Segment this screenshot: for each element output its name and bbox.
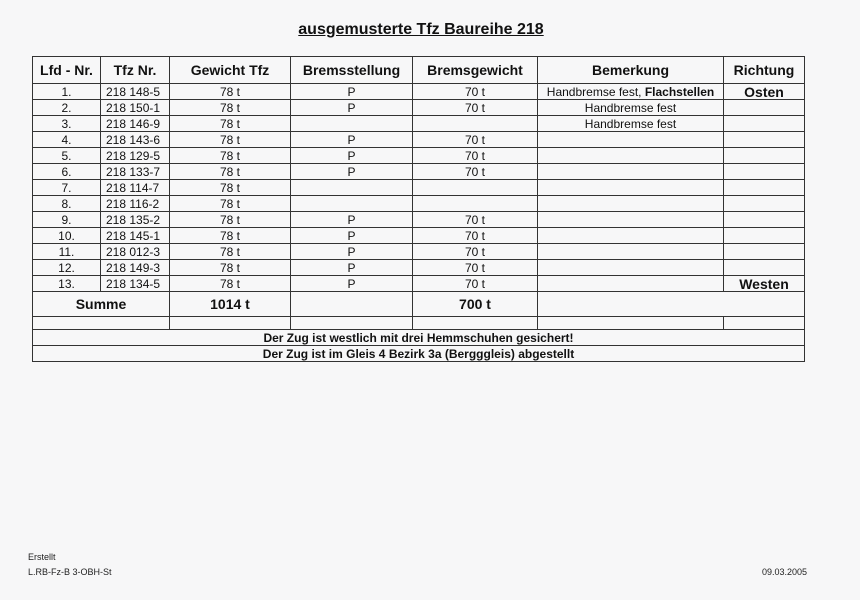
cell-lfd-nr: 8. <box>33 196 101 212</box>
cell-lfd-nr: 10. <box>33 228 101 244</box>
cell-gewicht: 78 t <box>170 228 291 244</box>
cell-bremsstellung: P <box>291 148 413 164</box>
cell-bremsgewicht: 70 t <box>413 84 538 100</box>
cell-lfd-nr: 3. <box>33 116 101 132</box>
cell-gewicht: 78 t <box>170 180 291 196</box>
cell-gewicht: 78 t <box>170 244 291 260</box>
bemerkung-bold-text: Flachstellen <box>644 84 715 99</box>
locomotive-table <box>32 56 805 362</box>
cell-tfz-nr: 218 146-9 <box>101 116 170 132</box>
summary-bremsstellung-empty <box>291 292 413 317</box>
cell-bemerkung <box>538 212 724 228</box>
cell-richtung <box>724 212 805 228</box>
cell-richtung <box>724 244 805 260</box>
cell-richtung <box>724 100 805 116</box>
cell-bremsstellung: P <box>291 228 413 244</box>
cell-bemerkung <box>538 116 724 132</box>
blank-cell <box>291 317 413 330</box>
header-lfd-nr: Lfd - Nr. <box>33 57 101 84</box>
cell-bremsstellung <box>291 196 413 212</box>
cell-richtung <box>724 180 805 196</box>
cell-bemerkung <box>538 196 724 212</box>
cell-bemerkung <box>538 180 724 196</box>
cell-tfz-nr: 218 150-1 <box>101 100 170 116</box>
cell-tfz-nr: 218 134-5 <box>101 276 170 292</box>
cell-bremsstellung: P <box>291 132 413 148</box>
cell-gewicht: 78 t <box>170 276 291 292</box>
blank-row <box>33 317 805 330</box>
notice-row <box>33 330 805 346</box>
header-bremsgewicht: Bremsgewicht <box>413 57 538 84</box>
summary-bremsgewicht: 700 t <box>413 292 538 317</box>
cell-bremsgewicht <box>413 196 538 212</box>
table-row <box>33 196 805 212</box>
table-row <box>33 244 805 260</box>
cell-tfz-nr: 218 148-5 <box>101 84 170 100</box>
cell-bremsstellung: P <box>291 84 413 100</box>
cell-bemerkung <box>538 148 724 164</box>
header-richtung: Richtung <box>724 57 805 84</box>
cell-bremsstellung: P <box>291 164 413 180</box>
bemerkung-text: Handbremse fest, <box>546 84 645 99</box>
cell-gewicht: 78 t <box>170 100 291 116</box>
cell-gewicht: 78 t <box>170 212 291 228</box>
bemerkung-text: Handbremse fest <box>584 116 677 131</box>
cell-gewicht: 78 t <box>170 148 291 164</box>
cell-bremsgewicht: 70 t <box>413 260 538 276</box>
cell-bemerkung <box>538 164 724 180</box>
notice-row <box>33 346 805 362</box>
table-row <box>33 164 805 180</box>
cell-bemerkung <box>538 228 724 244</box>
cell-bremsstellung: P <box>291 212 413 228</box>
cell-bemerkung <box>538 84 724 100</box>
cell-lfd-nr: 11. <box>33 244 101 260</box>
table-row <box>33 116 805 132</box>
header-gewicht-tfz: Gewicht Tfz <box>170 57 291 84</box>
cell-bremsgewicht <box>413 116 538 132</box>
cell-richtung <box>724 196 805 212</box>
cell-bremsstellung: P <box>291 244 413 260</box>
cell-bremsgewicht: 70 t <box>413 244 538 260</box>
cell-tfz-nr: 218 012-3 <box>101 244 170 260</box>
blank-cell <box>413 317 538 330</box>
cell-tfz-nr: 218 129-5 <box>101 148 170 164</box>
table-row <box>33 260 805 276</box>
cell-richtung <box>724 260 805 276</box>
cell-tfz-nr: 218 116-2 <box>101 196 170 212</box>
cell-tfz-nr: 218 143-6 <box>101 132 170 148</box>
cell-richtung <box>724 228 805 244</box>
cell-lfd-nr: 9. <box>33 212 101 228</box>
cell-tfz-nr: 218 149-3 <box>101 260 170 276</box>
cell-richtung: Westen <box>724 276 805 292</box>
cell-richtung: Osten <box>724 84 805 100</box>
cell-bremsstellung: P <box>291 260 413 276</box>
cell-lfd-nr: 2. <box>33 100 101 116</box>
notice-securing: Der Zug ist westlich mit drei Hemmschuhen gesichert! <box>33 330 805 346</box>
blank-cell <box>724 317 805 330</box>
cell-bremsgewicht: 70 t <box>413 164 538 180</box>
header-bremsstellung: Bremsstellung <box>291 57 413 84</box>
cell-gewicht: 78 t <box>170 84 291 100</box>
footer-department: L.RB-Fz-B 3-OBH-St <box>28 567 112 577</box>
table-row <box>33 148 805 164</box>
cell-richtung <box>724 116 805 132</box>
cell-tfz-nr: 218 133-7 <box>101 164 170 180</box>
cell-bremsgewicht: 70 t <box>413 132 538 148</box>
cell-gewicht: 78 t <box>170 260 291 276</box>
footer-erstellt: Erstellt <box>28 552 56 562</box>
cell-lfd-nr: 7. <box>33 180 101 196</box>
cell-bremsstellung <box>291 116 413 132</box>
cell-bremsgewicht: 70 t <box>413 276 538 292</box>
table-row <box>33 132 805 148</box>
summary-gewicht: 1014 t <box>170 292 291 317</box>
cell-lfd-nr: 5. <box>33 148 101 164</box>
blank-cell <box>33 317 170 330</box>
cell-bremsgewicht: 70 t <box>413 228 538 244</box>
blank-cell <box>170 317 291 330</box>
cell-richtung <box>724 164 805 180</box>
header-bemerkung: Bemerkung <box>538 57 724 84</box>
table-header-row <box>33 57 805 84</box>
cell-bremsstellung <box>291 180 413 196</box>
header-tfz-nr: Tfz Nr. <box>101 57 170 84</box>
cell-bemerkung <box>538 100 724 116</box>
cell-bremsgewicht: 70 t <box>413 100 538 116</box>
cell-gewicht: 78 t <box>170 196 291 212</box>
cell-gewicht: 78 t <box>170 164 291 180</box>
cell-lfd-nr: 1. <box>33 84 101 100</box>
cell-bemerkung <box>538 260 724 276</box>
cell-lfd-nr: 4. <box>33 132 101 148</box>
cell-tfz-nr: 218 135-2 <box>101 212 170 228</box>
cell-tfz-nr: 218 145-1 <box>101 228 170 244</box>
cell-bremsstellung: P <box>291 276 413 292</box>
table-row <box>33 276 805 292</box>
footer-date: 09.03.2005 <box>762 567 808 577</box>
cell-lfd-nr: 13. <box>33 276 101 292</box>
cell-lfd-nr: 12. <box>33 260 101 276</box>
cell-bremsgewicht: 70 t <box>413 212 538 228</box>
summary-label: Summe <box>33 292 170 317</box>
cell-richtung <box>724 148 805 164</box>
table-row <box>33 212 805 228</box>
cell-gewicht: 78 t <box>170 132 291 148</box>
summary-row <box>33 292 805 317</box>
table-row <box>33 180 805 196</box>
cell-lfd-nr: 6. <box>33 164 101 180</box>
cell-bemerkung <box>538 276 724 292</box>
page-title: ausgemusterte Tfz Baureihe 218 <box>298 21 544 38</box>
cell-tfz-nr: 218 114-7 <box>101 180 170 196</box>
table-row <box>33 84 805 100</box>
cell-gewicht: 78 t <box>170 116 291 132</box>
cell-bremsgewicht: 70 t <box>413 148 538 164</box>
notice-location: Der Zug ist im Gleis 4 Bezirk 3a (Bergggleis) abgestellt <box>33 346 805 362</box>
cell-bremsstellung: P <box>291 100 413 116</box>
blank-cell <box>538 317 724 330</box>
table-body <box>33 84 805 292</box>
bemerkung-text: Handbremse fest <box>584 100 677 115</box>
cell-bemerkung <box>538 132 724 148</box>
table-row <box>33 228 805 244</box>
cell-bremsgewicht <box>413 180 538 196</box>
table-row <box>33 100 805 116</box>
cell-richtung <box>724 132 805 148</box>
summary-empty <box>538 292 805 317</box>
cell-bemerkung <box>538 244 724 260</box>
